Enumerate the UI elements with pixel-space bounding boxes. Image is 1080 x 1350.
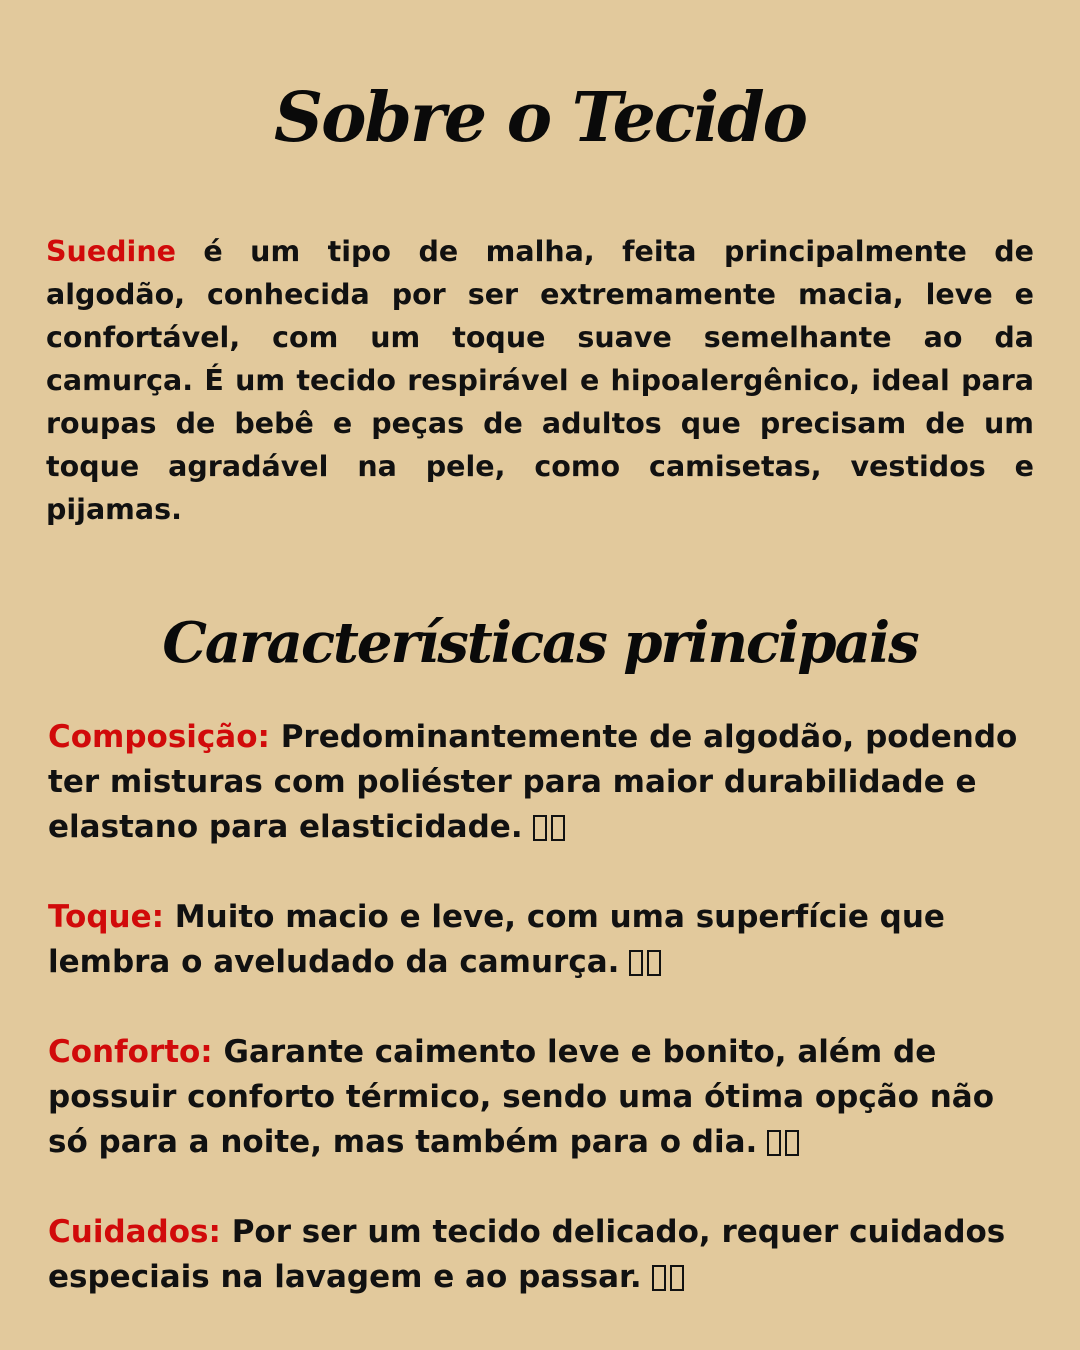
feature-label: Cuidados: [48, 1214, 221, 1250]
missing-emoji-icon [629, 944, 665, 989]
feature-text: Garante caimento leve e bonito, além de possuir conforto térmico, sendo uma ótima opção não só para a noite, mas também para o dia. [48, 1034, 995, 1160]
feature-text: Predominantemente de algodão, podendo ter misturas com poliéster para maior durabilidade e elastano para elasticidade. [48, 719, 1018, 845]
page-title: Sobre o Tecido [273, 78, 806, 158]
missing-emoji-icon [767, 1124, 803, 1169]
feature-toque [48, 895, 1038, 989]
feature-label: Composição: [48, 719, 270, 755]
feature-cuidados [48, 1210, 1038, 1304]
missing-emoji-icon [652, 1259, 688, 1304]
missing-emoji-icon [533, 809, 569, 854]
intro-highlight: Suedine [46, 235, 176, 268]
feature-label: Conforto: [48, 1034, 213, 1070]
feature-text: Por ser um tecido delicado, requer cuidados especiais na lavagem e ao passar. [48, 1214, 1006, 1295]
intro-paragraph [46, 230, 1034, 531]
feature-composicao [48, 715, 1038, 854]
feature-conforto [48, 1030, 1038, 1169]
section-title: Características principais [162, 610, 918, 676]
feature-text: Muito macio e leve, com uma superfície que lembra o aveludado da camurça. [48, 899, 945, 980]
intro-text: é um tipo de malha, feita principalmente de algodão, conhecida por ser extremamente macia, leve e confortável, com um toque suave semelhante ao da camurça. É um tecido respirável e hipoalergênico, ideal para roupas de bebê e peças de adultos que precisam de um toque agradável na pele, como camisetas, vestidos e pijamas. [46, 235, 1034, 526]
feature-label: Toque: [48, 899, 165, 935]
